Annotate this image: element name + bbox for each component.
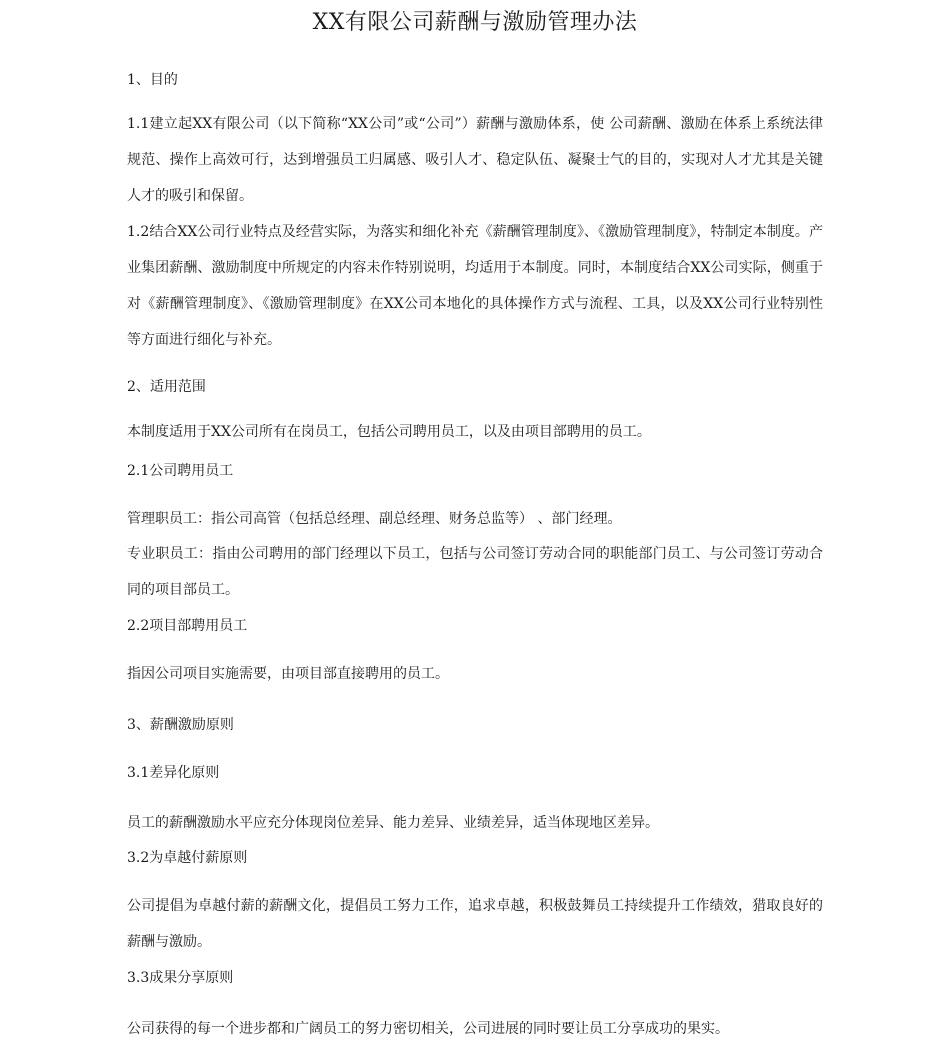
paragraph-3-1: 员工的薪酬激励水平应充分体现岗位差异、能力差异、业绩差异，适当体现地区差异。 [127, 815, 659, 831]
section-2-2-heading: 2.2项目部聘用员工 [127, 618, 248, 634]
paragraph-3-2: 公司提倡为卓越付薪的薪酬文化，提倡员工努力工作，追求卓越，积极鼓舞员工持续提升工作绩效，猎取良好的薪酬与激励。 [127, 898, 823, 950]
section-3-1-heading: 3.1差异化原则 [127, 765, 220, 781]
section-1-heading: 1、目的 [127, 72, 178, 88]
paragraph-3-3: 公司获得的每一个进步都和广阔员工的努力密切相关，公司进展的同时要让员工分享成功的果实。 [127, 1021, 729, 1037]
section-3-3-heading: 3.3成果分享原则 [127, 970, 234, 986]
section-3-heading: 3、薪酬激励原则 [127, 717, 234, 733]
section-3-2-heading: 3.2为卓越付薪原则 [127, 850, 248, 866]
paragraph-2-intro: 本制度适用于XX公司所有在岗员工，包括公司聘用员工，以及由项目部聘用的员工。 [127, 424, 651, 440]
paragraph-1-2: 1.2结合XX公司行业特点及经营实际，为落实和细化补充《薪酬管理制度》、《激励管理制度》，特制定本制度。产业集团薪酬、激励制度中所规定的内容未作特别说明，均适用于本制度。同时，本制度结合XX公司实际，侧重于对《薪酬管理制度》、《激励管理制度》在XX公司本地化的具体操作方式与流程、工具，以及XX公司行业特别性等方面进行细化与补充。 [127, 224, 823, 348]
section-2-heading: 2、适用范围 [127, 379, 206, 395]
paragraph-1-1: 1.1建立起XX有限公司（以下简称“XX公司”或“公司”）薪酬与激励体系，使 公司薪酬、激励在体系上系统法律规范、操作上高效可行，达到增强员工归属感、吸引人才、稳定队伍、凝聚士气的目的，实现对人才尤其是关键人才的吸引和保留。 [127, 116, 823, 204]
section-2-1-heading: 2.1公司聘用员工 [127, 463, 234, 479]
paragraph-2-2: 指因公司项目实施需要，由项目部直接聘用的员工。 [127, 666, 449, 682]
document-title: XX有限公司薪酬与激励管理办法 [312, 10, 638, 35]
paragraph-2-1-professional: 专业职员工：指由公司聘用的部门经理以下员工，包括与公司签订劳动合同的职能部门员工、与公司签订劳动合同的项目部员工。 [127, 546, 823, 598]
paragraph-2-1-management: 管理职员工：指公司高管（包括总经理、副总经理、财务总监等） 、部门经理。 [127, 511, 622, 527]
